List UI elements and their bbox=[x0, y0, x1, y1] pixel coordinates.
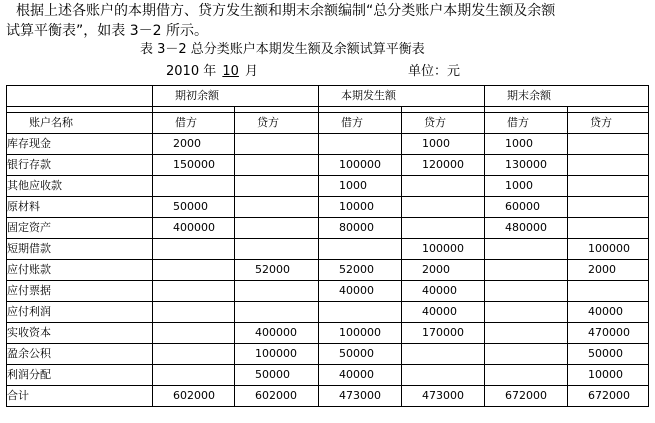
account-name-cell: 应付利润 bbox=[7, 302, 153, 323]
period-debit-cell: 52000 bbox=[319, 260, 402, 281]
account-name-cell: 实收资本 bbox=[7, 323, 153, 344]
period-debit-cell: 50000 bbox=[319, 344, 402, 365]
opening-credit-cell bbox=[235, 155, 319, 176]
account-name-cell: 利润分配 bbox=[7, 365, 153, 386]
intro-line-1: 根据上述各账户的本期借方、贷方发生额和期末余额编制“总分类账户本期发生额及余额 bbox=[16, 3, 556, 19]
closing-credit-cell bbox=[568, 155, 649, 176]
opening-debit-cell: 2000 bbox=[153, 134, 235, 155]
closing-credit-cell bbox=[568, 197, 649, 218]
period-debit-cell: 40000 bbox=[319, 281, 402, 302]
opening-credit-cell: 52000 bbox=[235, 260, 319, 281]
opening-credit-cell: 602000 bbox=[235, 386, 319, 407]
table-row bbox=[7, 365, 649, 386]
account-name-cell: 应付票据 bbox=[7, 281, 153, 302]
closing-debit-cell: 672000 bbox=[485, 386, 568, 407]
opening-debit-header: 借方 bbox=[153, 113, 235, 134]
account-name-cell: 银行存款 bbox=[7, 155, 153, 176]
table-row bbox=[7, 323, 649, 344]
closing-debit-cell bbox=[485, 281, 568, 302]
opening-credit-cell bbox=[235, 218, 319, 239]
intro-paragraph bbox=[6, 1, 646, 41]
closing-credit-cell: 470000 bbox=[568, 323, 649, 344]
closing-debit-cell: 130000 bbox=[485, 155, 568, 176]
closing-credit-cell: 50000 bbox=[568, 344, 649, 365]
opening-credit-cell bbox=[235, 134, 319, 155]
opening-debit-cell: 150000 bbox=[153, 155, 235, 176]
closing-debit-cell bbox=[485, 365, 568, 386]
closing-credit-cell bbox=[568, 281, 649, 302]
closing-credit-cell: 2000 bbox=[568, 260, 649, 281]
period-credit-cell: 100000 bbox=[402, 239, 485, 260]
closing-credit-cell: 672000 bbox=[568, 386, 649, 407]
account-name-cell: 盈余公积 bbox=[7, 344, 153, 365]
table-row bbox=[7, 302, 649, 323]
opening-debit-cell: 50000 bbox=[153, 197, 235, 218]
account-name-cell: 应付账款 bbox=[7, 260, 153, 281]
opening-debit-cell: 400000 bbox=[153, 218, 235, 239]
period-debit-cell bbox=[319, 239, 402, 260]
total-row bbox=[7, 386, 649, 407]
period-credit-cell bbox=[402, 344, 485, 365]
intro-line-2: 试算平衡表”，如表 3－2 所示。 bbox=[6, 23, 208, 39]
period-debit-cell: 40000 bbox=[319, 365, 402, 386]
group-closing-balance: 期末余额 bbox=[485, 86, 649, 107]
opening-debit-cell bbox=[153, 260, 235, 281]
date-year: 2010 年 bbox=[166, 64, 217, 79]
closing-debit-header: 借方 bbox=[485, 113, 568, 134]
opening-debit-cell bbox=[153, 281, 235, 302]
table-date bbox=[166, 63, 258, 81]
account-name-cell: 固定资产 bbox=[7, 218, 153, 239]
opening-debit-cell bbox=[153, 323, 235, 344]
period-debit-cell bbox=[319, 134, 402, 155]
period-credit-cell: 40000 bbox=[402, 302, 485, 323]
period-credit-cell bbox=[402, 176, 485, 197]
closing-debit-cell: 1000 bbox=[485, 176, 568, 197]
date-month-suffix: 月 bbox=[245, 64, 259, 79]
opening-debit-cell: 602000 bbox=[153, 386, 235, 407]
period-debit-cell: 100000 bbox=[319, 323, 402, 344]
table-row bbox=[7, 239, 649, 260]
period-credit-header: 贷方 bbox=[402, 113, 485, 134]
opening-credit-cell bbox=[235, 281, 319, 302]
period-debit-cell: 10000 bbox=[319, 197, 402, 218]
opening-credit-cell: 100000 bbox=[235, 344, 319, 365]
period-credit-cell: 120000 bbox=[402, 155, 485, 176]
account-name-cell: 原材料 bbox=[7, 197, 153, 218]
closing-debit-cell: 1000 bbox=[485, 134, 568, 155]
period-credit-cell: 473000 bbox=[402, 386, 485, 407]
period-credit-cell bbox=[402, 218, 485, 239]
closing-debit-cell bbox=[485, 344, 568, 365]
closing-debit-cell bbox=[485, 302, 568, 323]
opening-credit-cell: 400000 bbox=[235, 323, 319, 344]
account-name-cell: 其他应收款 bbox=[7, 176, 153, 197]
account-name-header: 账户名称 bbox=[7, 113, 153, 134]
account-name-cell: 库存现金 bbox=[7, 134, 153, 155]
table-caption: 表 3－2 总分类账户本期发生额及余额试算平衡表 bbox=[140, 42, 425, 57]
opening-credit-cell: 50000 bbox=[235, 365, 319, 386]
table-row bbox=[7, 344, 649, 365]
trial-balance-table bbox=[6, 85, 649, 407]
table-row bbox=[7, 134, 649, 155]
opening-debit-cell bbox=[153, 176, 235, 197]
table-unit: 单位：元 bbox=[408, 64, 461, 79]
period-debit-header: 借方 bbox=[319, 113, 402, 134]
closing-credit-cell bbox=[568, 134, 649, 155]
header-row-sides bbox=[7, 113, 649, 134]
closing-debit-cell: 480000 bbox=[485, 218, 568, 239]
closing-credit-cell: 10000 bbox=[568, 365, 649, 386]
table-row bbox=[7, 155, 649, 176]
period-credit-cell: 2000 bbox=[402, 260, 485, 281]
group-opening-balance: 期初余额 bbox=[153, 86, 319, 107]
table-row bbox=[7, 197, 649, 218]
period-credit-cell bbox=[402, 197, 485, 218]
group-period-activity: 本期发生额 bbox=[319, 86, 485, 107]
period-credit-cell: 170000 bbox=[402, 323, 485, 344]
header-blank-cell bbox=[7, 86, 153, 107]
opening-debit-cell bbox=[153, 239, 235, 260]
account-name-cell: 合计 bbox=[7, 386, 153, 407]
closing-credit-cell bbox=[568, 176, 649, 197]
table-row bbox=[7, 260, 649, 281]
date-month: 10 bbox=[222, 64, 239, 79]
closing-credit-header: 贷方 bbox=[568, 113, 649, 134]
account-name-cell: 短期借款 bbox=[7, 239, 153, 260]
closing-debit-cell: 60000 bbox=[485, 197, 568, 218]
opening-credit-cell bbox=[235, 239, 319, 260]
opening-credit-cell bbox=[235, 197, 319, 218]
period-credit-cell bbox=[402, 365, 485, 386]
period-debit-cell: 1000 bbox=[319, 176, 402, 197]
period-debit-cell: 100000 bbox=[319, 155, 402, 176]
opening-credit-header: 贷方 bbox=[235, 113, 319, 134]
closing-debit-cell bbox=[485, 323, 568, 344]
table-row bbox=[7, 176, 649, 197]
opening-credit-cell bbox=[235, 302, 319, 323]
period-debit-cell: 473000 bbox=[319, 386, 402, 407]
closing-debit-cell bbox=[485, 260, 568, 281]
table-row bbox=[7, 218, 649, 239]
header-row-groups bbox=[7, 86, 649, 107]
opening-debit-cell bbox=[153, 365, 235, 386]
table-row bbox=[7, 281, 649, 302]
opening-debit-cell bbox=[153, 344, 235, 365]
opening-debit-cell bbox=[153, 302, 235, 323]
closing-credit-cell: 100000 bbox=[568, 239, 649, 260]
closing-credit-cell: 40000 bbox=[568, 302, 649, 323]
period-credit-cell: 40000 bbox=[402, 281, 485, 302]
opening-credit-cell bbox=[235, 176, 319, 197]
period-debit-cell: 80000 bbox=[319, 218, 402, 239]
period-credit-cell: 1000 bbox=[402, 134, 485, 155]
closing-debit-cell bbox=[485, 239, 568, 260]
period-debit-cell bbox=[319, 302, 402, 323]
closing-credit-cell bbox=[568, 218, 649, 239]
